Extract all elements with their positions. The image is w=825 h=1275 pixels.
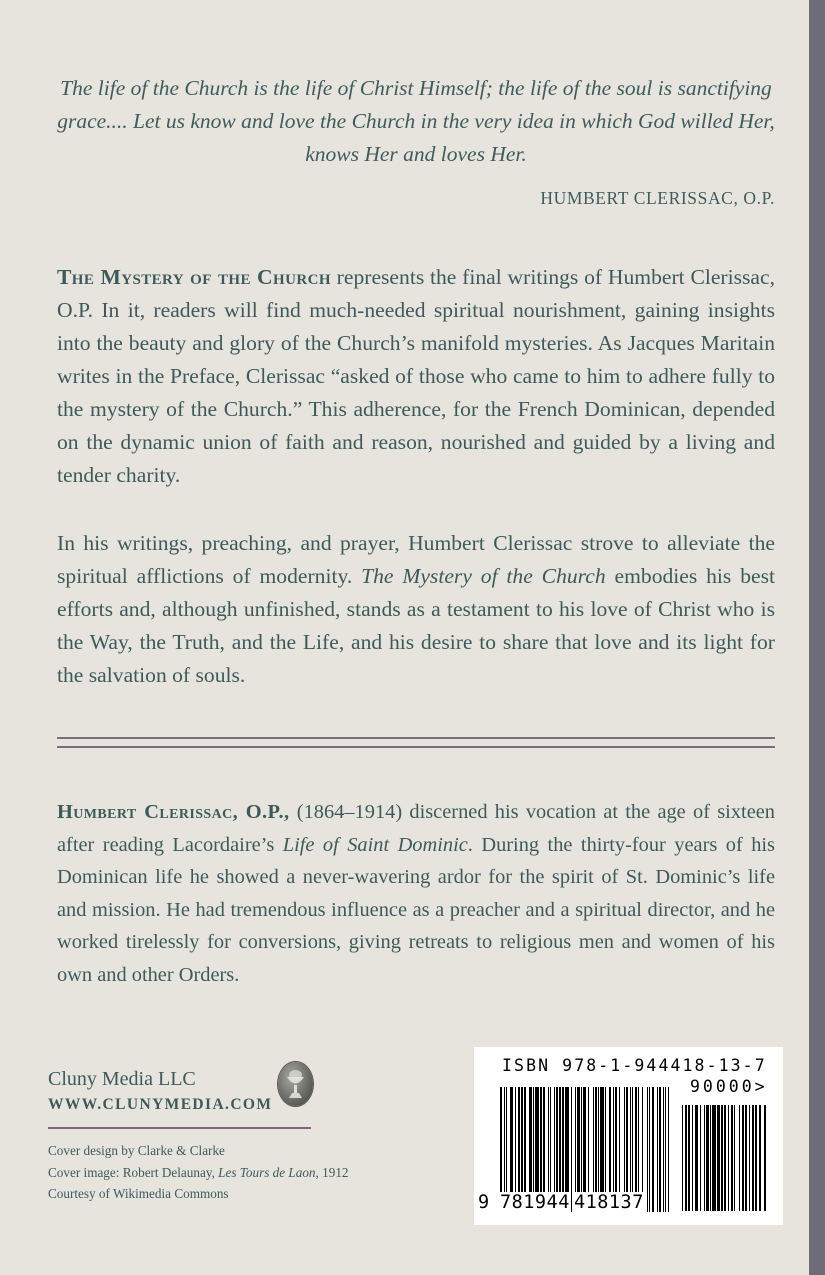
isbn-barcode xyxy=(474,1047,783,1225)
barcode-bars-addon xyxy=(682,1105,766,1211)
credit-design: Cover design by Clarke & Clarke xyxy=(48,1143,225,1158)
cover-credits xyxy=(48,1140,349,1205)
paragraph-text: represents the final writings of Humbert Clerissac, O.P. In it, readers will find much-needed spiritual nourishment, gaining insights into the beauty and glory of the Church’s manifold mysteries. As Jacques Maritain writes in the Preface, Clerissac “asked of those who came to him to adhere fully to the mystery of the Church.” This adherence, for the French Dominican, depended on the dynamic union of faith and reason, nourished and guided by a living and tender charity. xyxy=(57,265,775,487)
digits-left: 781944 xyxy=(500,1192,570,1213)
description-paragraph-2 xyxy=(57,527,775,692)
price-code: 90000> xyxy=(690,1077,768,1096)
author-bio xyxy=(57,796,775,991)
chalice-icon xyxy=(278,1062,313,1106)
publisher-block xyxy=(48,1066,272,1114)
digits-right: 418137 xyxy=(574,1192,644,1213)
description-paragraph-1 xyxy=(57,261,775,492)
publisher-url[interactable]: WWW.CLUNYMEDIA.COM xyxy=(48,1096,273,1113)
barcode-bar xyxy=(668,1087,669,1212)
credit-courtesy: Courtesy of Wikimedia Commons xyxy=(48,1186,229,1201)
barcode-bar xyxy=(764,1105,765,1211)
publisher-name: Cluny Media LLC xyxy=(48,1068,196,1090)
author-name: Humbert Clerissac, O.P., xyxy=(57,801,290,823)
divider-rule-bottom xyxy=(57,746,775,748)
divider-rule-top xyxy=(57,737,775,739)
bio-text: . During the thirty-four years of his Dominican life he showed a never-wavering ardor for the spirit of St. Dominic’s life and mission. He had tremendous influence as a preacher and a spiritual director, and he worked tirelessly for conversions, giving retreats to religious men and women of his own and other Orders. xyxy=(57,833,775,986)
book-title-italic: The Mystery of the Church xyxy=(361,564,606,588)
paragraph-text: embodies his best efforts and, although unfinished, stands as a testament to his love of Christ who is the Way, the Truth, and the Life, and his desire to share that love and its light for the salvation of souls. xyxy=(57,564,775,687)
publisher-rule xyxy=(48,1127,311,1129)
referenced-book-title: Life of Saint Dominic xyxy=(282,833,468,856)
paragraph-text: In his writings, preaching, and prayer, Humbert Clerissac strove to alleviate the spiritual afflictions of modernity. xyxy=(57,531,775,588)
credit-image: Cover image: Robert Delaunay, Les Tours de Laon, 1912 xyxy=(48,1164,349,1180)
epigraph-quote: The life of the Church is the life of Christ Himself; the life of the soul is sanctifying grace.... Let us know and love the Church in the very idea in which God willed Her, knows Her and loves Her. xyxy=(57,76,775,166)
bio-text: (1864–1914) discerned his vocation at the age of sixteen after reading Lacordaire’s xyxy=(57,801,775,856)
chalice-seal-icon xyxy=(278,1062,313,1106)
spine-edge-strip xyxy=(809,0,825,1275)
book-title: The Mystery of the Church xyxy=(57,265,331,289)
epigraph-attribution: HUMBERT CLERISSAC, O.P. xyxy=(540,188,775,208)
digit-first: 9 xyxy=(478,1192,490,1213)
isbn-label: ISBN 978-1-944418-13-7 xyxy=(502,1056,767,1075)
